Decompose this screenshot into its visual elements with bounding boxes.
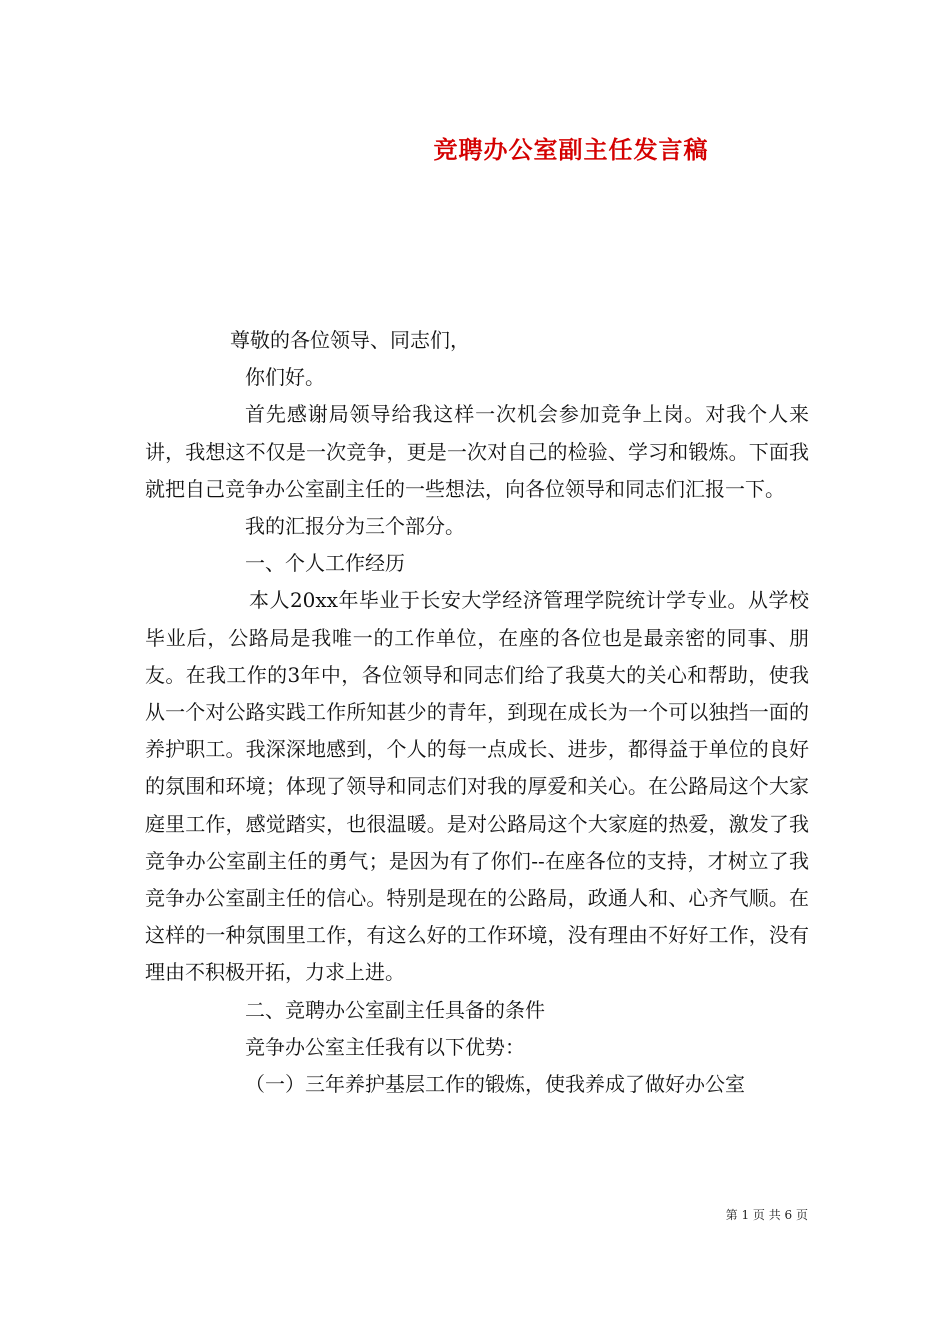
outline-paragraph: 我的汇报分为三个部分。 <box>245 514 465 539</box>
advantages-intro-paragraph: 竞争办公室主任我有以下优势： <box>245 1034 525 1059</box>
document-title: 竞聘办公室副主任发言稿 <box>433 135 709 164</box>
intro-paragraph: 首先感谢局领导给我这样一次机会参加竞争上岗。对我个人来讲，我想这不仅是一次竞争，更是一次对自己的检验、学习和锻炼。下面我就把自己竞争办公室副主任的一些想法，向各位领导和同志们汇报一下。 <box>145 402 809 501</box>
work-history-paragraph: 本人20xx年毕业于长安大学经济管理学院统计学专业。从学校毕业后，公路局是我唯一的工作单位，在座的各位也是最亲密的同事、朋友。在我工作的3年中，各位领导和同志们给了我莫大的关心和帮助，使我从一个对公路实践工作所知甚少的青年，到现在成长为一个可以独挡一面的养护职工。我深深地感到，个人的每一点成长、进步，都得益于单位的良好的氛围和环境；体现了领导和同志们对我的厚爱和关心。在公路局这个大家庭里工作，感觉踏实，也很温暖。是对公路局这个大家庭的热爱，激发了我竞争办公室副主任的勇气；是因为有了你们--在座各位的支持，才树立了我竞争办公室副主任的信心。特别是现在的公路局，政通人和、心齐气顺。在这样的一种氛围里工作，有这么好的工作环境，没有理由不好好工作，没有理由不积极开拓，力求上进。 <box>145 588 809 985</box>
section-heading-two: 二、竞聘办公室副主任具备的条件 <box>245 997 545 1022</box>
document-body <box>145 322 809 1103</box>
greeting-paragraph: 你们好。 <box>245 365 325 390</box>
section-heading-one: 一、个人工作经历 <box>245 551 405 576</box>
salutation-paragraph: 尊敬的各位领导、同志们， <box>230 328 470 352</box>
page-number-footer: 第 1 页 共 6 页 <box>725 1208 808 1222</box>
advantage-one-paragraph: （一）三年养护基层工作的锻炼，使我养成了做好办公室 <box>245 1072 745 1097</box>
